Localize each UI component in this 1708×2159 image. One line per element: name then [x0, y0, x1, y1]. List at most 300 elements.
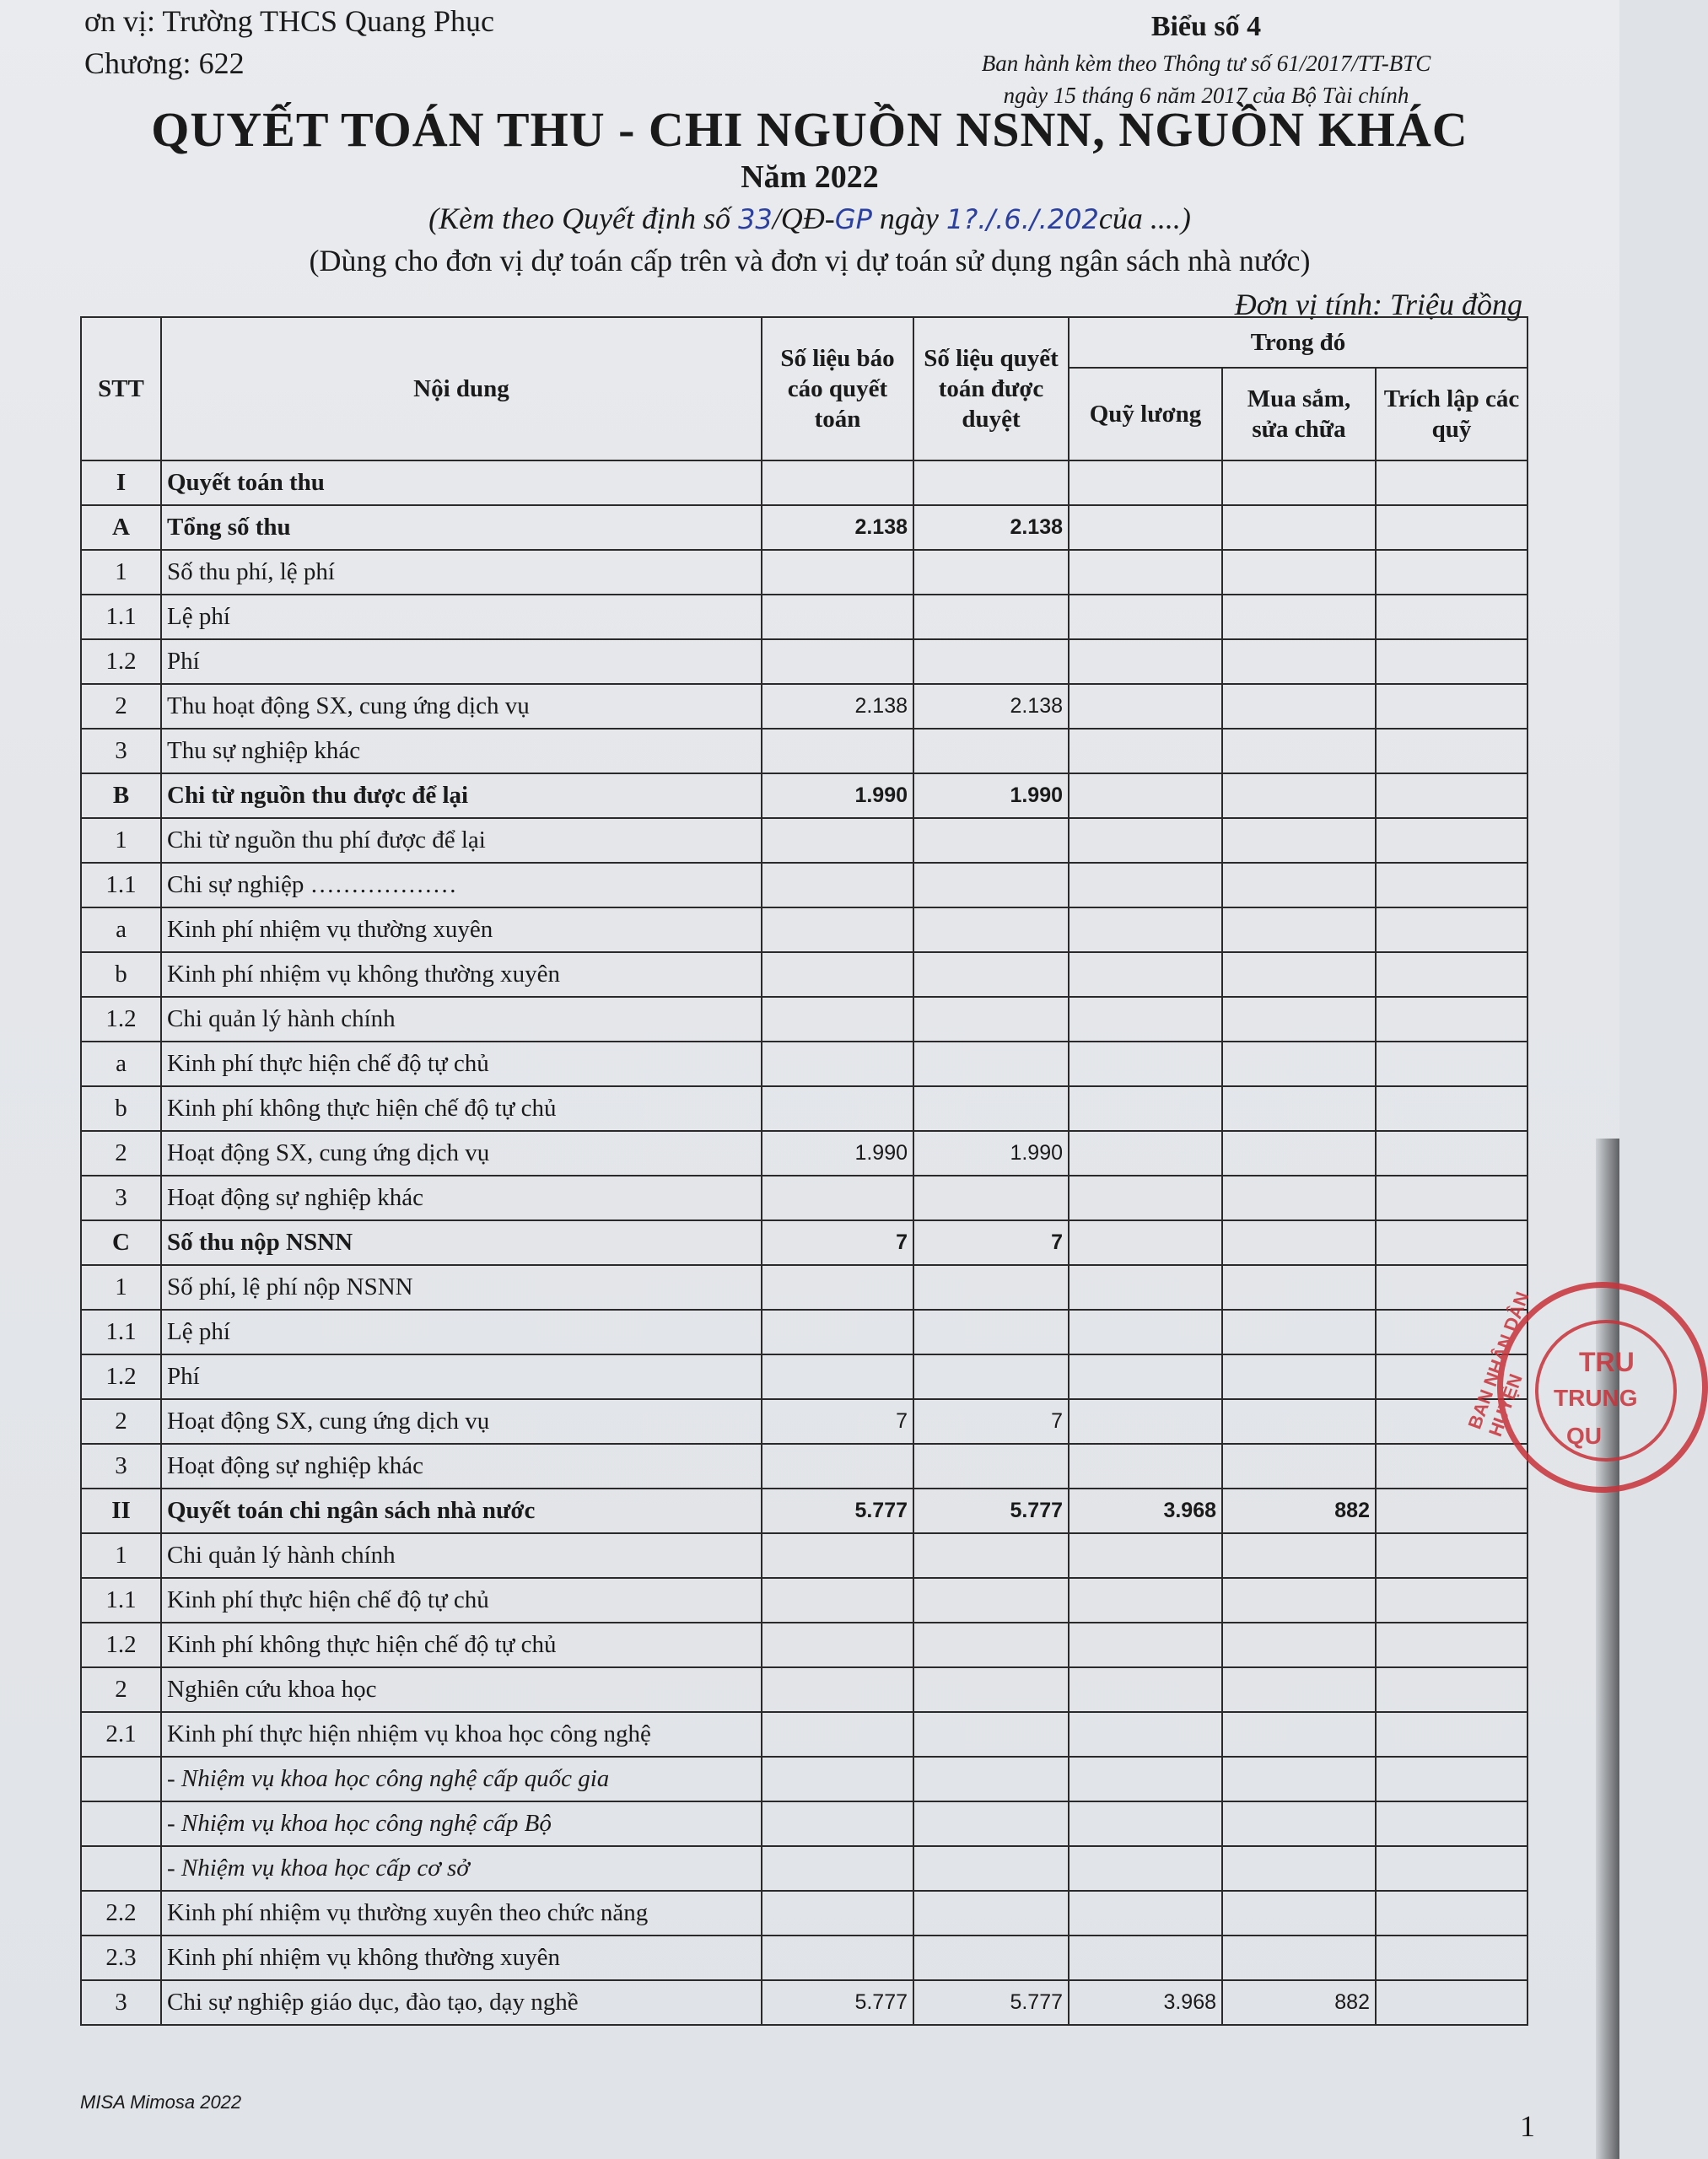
cell-stt: 3	[81, 1980, 161, 2025]
table-row	[81, 1489, 1528, 1533]
cell-reported: 5.777	[762, 1489, 913, 1533]
cell-salary	[1069, 907, 1222, 952]
cell-purchase	[1222, 1936, 1376, 1980]
cell-content: Phí	[161, 639, 762, 684]
cell-purchase	[1222, 639, 1376, 684]
cell-salary	[1069, 1891, 1222, 1936]
cell-purchase	[1222, 1444, 1376, 1489]
cell-salary	[1069, 595, 1222, 639]
unit-header	[84, 0, 494, 84]
cell-stt: b	[81, 952, 161, 997]
cell-funds	[1376, 1131, 1528, 1176]
cell-reported	[762, 1176, 913, 1220]
cell-reported	[762, 1667, 913, 1712]
cell-stt: C	[81, 1220, 161, 1265]
cell-content: Thu sự nghiệp khác	[161, 729, 762, 773]
table-row	[81, 1399, 1528, 1444]
cell-funds	[1376, 907, 1528, 952]
cell-approved: 7	[913, 1399, 1069, 1444]
cell-salary	[1069, 684, 1222, 729]
table-row	[81, 952, 1528, 997]
cell-content: Hoạt động SX, cung ứng dịch vụ	[161, 1131, 762, 1176]
table-row	[81, 1891, 1528, 1936]
cell-approved	[913, 1354, 1069, 1399]
cell-approved	[913, 907, 1069, 952]
header-reported: Số liệu báo cáo quyết toán	[762, 317, 913, 460]
cell-content: Kinh phí thực hiện chế độ tự chủ	[161, 1042, 762, 1086]
cell-content: Chi sự nghiệp ………………	[161, 863, 762, 907]
cell-content: Số thu nộp NSNN	[161, 1220, 762, 1265]
cell-reported: 7	[762, 1399, 913, 1444]
cell-purchase	[1222, 505, 1376, 550]
page-number: 1	[1520, 2109, 1535, 2143]
cell-stt: 1	[81, 818, 161, 863]
cell-content: Tổng số thu	[161, 505, 762, 550]
cell-salary	[1069, 1086, 1222, 1131]
table-row	[81, 1176, 1528, 1220]
table-row	[81, 1667, 1528, 1712]
cell-salary	[1069, 1667, 1222, 1712]
cell-reported	[762, 1936, 913, 1980]
cell-stt: a	[81, 1042, 161, 1086]
cell-salary	[1069, 1757, 1222, 1801]
cell-stt: 1.1	[81, 1578, 161, 1623]
cell-purchase	[1222, 1086, 1376, 1131]
handwritten-decision-number: 33	[738, 203, 773, 235]
cell-approved: 2.138	[913, 505, 1069, 550]
cell-purchase	[1222, 1667, 1376, 1712]
cell-purchase	[1222, 1042, 1376, 1086]
cell-stt: 3	[81, 1444, 161, 1489]
cell-content: Kinh phí không thực hiện chế độ tự chủ	[161, 1623, 762, 1667]
cell-approved	[913, 1176, 1069, 1220]
cell-funds	[1376, 1980, 1528, 2025]
form-number: Biểu số 4	[1150, 11, 1262, 42]
cell-content: Lệ phí	[161, 1310, 762, 1354]
cell-approved: 1.990	[913, 1131, 1069, 1176]
cell-salary	[1069, 1801, 1222, 1846]
cell-reported	[762, 639, 913, 684]
cell-stt: 2.1	[81, 1712, 161, 1757]
cell-content: Chi quản lý hành chính	[161, 1533, 762, 1578]
cell-purchase	[1222, 1712, 1376, 1757]
cell-approved	[913, 1265, 1069, 1310]
cell-stt: 1	[81, 550, 161, 595]
cell-reported	[762, 550, 913, 595]
cell-content: Kinh phí không thực hiện chế độ tự chủ	[161, 1086, 762, 1131]
cell-content: Hoạt động SX, cung ứng dịch vụ	[161, 1399, 762, 1444]
cell-purchase	[1222, 773, 1376, 818]
table-row	[81, 1801, 1528, 1846]
cell-reported	[762, 1533, 913, 1578]
cell-approved	[913, 1578, 1069, 1623]
cell-salary	[1069, 729, 1222, 773]
cell-purchase	[1222, 863, 1376, 907]
cell-funds	[1376, 1489, 1528, 1533]
cell-content: Hoạt động sự nghiệp khác	[161, 1444, 762, 1489]
cell-salary	[1069, 1578, 1222, 1623]
cell-funds	[1376, 1846, 1528, 1891]
form-header	[911, 7, 1501, 111]
cell-salary	[1069, 1220, 1222, 1265]
cell-approved	[913, 1623, 1069, 1667]
cell-funds	[1376, 1936, 1528, 1980]
table-row	[81, 1533, 1528, 1578]
cell-purchase	[1222, 1846, 1376, 1891]
table-row	[81, 1623, 1528, 1667]
cell-approved	[913, 818, 1069, 863]
cell-stt: 2	[81, 1131, 161, 1176]
cell-funds	[1376, 952, 1528, 997]
cell-approved	[913, 863, 1069, 907]
cell-reported: 5.777	[762, 1980, 913, 2025]
cell-salary	[1069, 505, 1222, 550]
header-approved: Số liệu quyết toán được duyệt	[913, 317, 1069, 460]
cell-approved	[913, 952, 1069, 997]
cell-purchase	[1222, 729, 1376, 773]
cell-purchase	[1222, 952, 1376, 997]
header-of-which: Trong đó	[1069, 317, 1528, 368]
cell-reported	[762, 595, 913, 639]
cell-reported	[762, 1042, 913, 1086]
cell-salary: 3.968	[1069, 1489, 1222, 1533]
cell-reported	[762, 1891, 913, 1936]
cell-funds	[1376, 1444, 1528, 1489]
document-year: Năm 2022	[741, 159, 879, 195]
circular-line-2: ngày 15 tháng 6 năm 2017 của Bộ Tài chính	[1003, 83, 1409, 108]
cell-salary	[1069, 1846, 1222, 1891]
cell-purchase	[1222, 907, 1376, 952]
cell-purchase: 882	[1222, 1489, 1376, 1533]
cell-purchase: 882	[1222, 1980, 1376, 2025]
table-row	[81, 997, 1528, 1042]
cell-reported: 2.138	[762, 684, 913, 729]
cell-content: Thu hoạt động SX, cung ứng dịch vụ	[161, 684, 762, 729]
cell-purchase	[1222, 595, 1376, 639]
cell-salary	[1069, 1623, 1222, 1667]
cell-approved: 7	[913, 1220, 1069, 1265]
table-row	[81, 1578, 1528, 1623]
table-row	[81, 1444, 1528, 1489]
cell-stt: B	[81, 773, 161, 818]
cell-purchase	[1222, 1131, 1376, 1176]
unit-note: Đơn vị tính: Triệu đồng	[1234, 288, 1522, 321]
cell-content: Kinh phí thực hiện nhiệm vụ khoa học công nghệ	[161, 1712, 762, 1757]
cell-funds	[1376, 1623, 1528, 1667]
cell-content: Chi từ nguồn thu phí được để lại	[161, 818, 762, 863]
cell-purchase	[1222, 997, 1376, 1042]
cell-stt: 3	[81, 729, 161, 773]
cell-funds	[1376, 1220, 1528, 1265]
cell-purchase	[1222, 460, 1376, 505]
cell-content: Quyết toán thu	[161, 460, 762, 505]
cell-reported	[762, 729, 913, 773]
cell-salary	[1069, 1176, 1222, 1220]
document-title: QUYẾT TOÁN THU - CHI NGUỒN NSNN, NGUỒN KHÁC	[151, 102, 1468, 157]
cell-funds	[1376, 639, 1528, 684]
cell-salary	[1069, 1131, 1222, 1176]
cell-approved: 2.138	[913, 684, 1069, 729]
header-funds: Trích lập các quỹ	[1376, 368, 1528, 460]
cell-funds	[1376, 1578, 1528, 1623]
cell-funds	[1376, 1757, 1528, 1801]
cell-reported	[762, 818, 913, 863]
cell-approved: 5.777	[913, 1980, 1069, 2025]
software-footer: MISA Mimosa 2022	[80, 2092, 242, 2113]
cell-purchase	[1222, 1623, 1376, 1667]
cell-approved	[913, 1846, 1069, 1891]
table-body	[81, 460, 1528, 2025]
cell-reported: 1.990	[762, 773, 913, 818]
table-row	[81, 550, 1528, 595]
cell-purchase	[1222, 1533, 1376, 1578]
cell-funds	[1376, 818, 1528, 863]
cell-salary	[1069, 1265, 1222, 1310]
cell-content: Chi từ nguồn thu được để lại	[161, 773, 762, 818]
cell-reported	[762, 997, 913, 1042]
cell-salary	[1069, 1310, 1222, 1354]
header-stt: STT	[81, 317, 161, 460]
cell-reported	[762, 1354, 913, 1399]
cell-content: Kinh phí nhiệm vụ không thường xuyên	[161, 952, 762, 997]
cell-purchase	[1222, 1578, 1376, 1623]
cell-reported	[762, 1846, 913, 1891]
cell-reported	[762, 863, 913, 907]
cell-salary	[1069, 639, 1222, 684]
cell-approved	[913, 1533, 1069, 1578]
decision-text-3: ngày	[871, 202, 946, 235]
cell-salary	[1069, 863, 1222, 907]
handwritten-date: 1?./.6./.202	[946, 203, 1099, 235]
cell-stt	[81, 1757, 161, 1801]
table-row	[81, 818, 1528, 863]
cell-approved	[913, 460, 1069, 505]
cell-purchase	[1222, 818, 1376, 863]
cell-salary	[1069, 1354, 1222, 1399]
cell-salary	[1069, 997, 1222, 1042]
cell-approved	[913, 1042, 1069, 1086]
cell-salary	[1069, 1936, 1222, 1980]
cell-stt: 1	[81, 1265, 161, 1310]
cell-purchase	[1222, 1176, 1376, 1220]
cell-reported	[762, 1444, 913, 1489]
cell-purchase	[1222, 550, 1376, 595]
cell-stt: I	[81, 460, 161, 505]
cell-reported	[762, 907, 913, 952]
table-row	[81, 595, 1528, 639]
decision-text-4: của ....)	[1098, 202, 1191, 235]
cell-content: Kinh phí nhiệm vụ thường xuyên	[161, 907, 762, 952]
decision-reference	[0, 201, 1619, 236]
table-row	[81, 1846, 1528, 1891]
cell-content: Quyết toán chi ngân sách nhà nước	[161, 1489, 762, 1533]
cell-reported	[762, 1265, 913, 1310]
cell-reported: 1.990	[762, 1131, 913, 1176]
cell-stt	[81, 1846, 161, 1891]
cell-stt: 1.1	[81, 863, 161, 907]
cell-purchase	[1222, 684, 1376, 729]
cell-stt: 1.1	[81, 1310, 161, 1354]
cell-salary	[1069, 460, 1222, 505]
cell-approved	[913, 1936, 1069, 1980]
cell-funds	[1376, 863, 1528, 907]
cell-stt: 2.3	[81, 1936, 161, 1980]
cell-purchase	[1222, 1399, 1376, 1444]
cell-approved	[913, 1712, 1069, 1757]
cell-salary: 3.968	[1069, 1980, 1222, 2025]
cell-reported	[762, 1757, 913, 1801]
cell-stt: 1.2	[81, 1354, 161, 1399]
cell-content: Kinh phí nhiệm vụ thường xuyên theo chức năng	[161, 1891, 762, 1936]
cell-content: - Nhiệm vụ khoa học công nghệ cấp quốc gia	[161, 1757, 762, 1801]
cell-purchase	[1222, 1220, 1376, 1265]
table-row	[81, 1265, 1528, 1310]
cell-reported	[762, 1086, 913, 1131]
cell-stt: b	[81, 1086, 161, 1131]
table-row	[81, 1042, 1528, 1086]
seal-text-3: QU	[1566, 1423, 1602, 1449]
cell-stt: 3	[81, 1176, 161, 1220]
handwritten-organization: GP	[834, 203, 872, 235]
table-row	[81, 1354, 1528, 1399]
cell-salary	[1069, 1712, 1222, 1757]
cell-content: Phí	[161, 1354, 762, 1399]
table-row	[81, 907, 1528, 952]
cell-funds	[1376, 1086, 1528, 1131]
cell-reported	[762, 1310, 913, 1354]
cell-stt: 2	[81, 1667, 161, 1712]
seal-text-1: TRU	[1579, 1347, 1635, 1377]
cell-approved	[913, 1801, 1069, 1846]
cell-content: Số thu phí, lệ phí	[161, 550, 762, 595]
cell-funds	[1376, 460, 1528, 505]
decision-text-1: (Kèm theo Quyết định số	[428, 202, 739, 235]
cell-purchase	[1222, 1801, 1376, 1846]
settlement-table	[80, 316, 1528, 2026]
seal-text-2: TRUNG	[1554, 1385, 1638, 1411]
cell-approved	[913, 550, 1069, 595]
table-row	[81, 729, 1528, 773]
cell-purchase	[1222, 1757, 1376, 1801]
cell-funds	[1376, 505, 1528, 550]
table-row	[81, 684, 1528, 729]
cell-approved	[913, 729, 1069, 773]
cell-approved	[913, 1444, 1069, 1489]
chapter-code: Chương: 622	[84, 46, 245, 80]
cell-reported	[762, 1712, 913, 1757]
cell-salary	[1069, 818, 1222, 863]
cell-funds	[1376, 1042, 1528, 1086]
seal-ring-text: BAN NHÂN DÂN HUYỆN	[1463, 1289, 1533, 1440]
cell-approved	[913, 1667, 1069, 1712]
cell-salary	[1069, 1533, 1222, 1578]
cell-salary	[1069, 1444, 1222, 1489]
decision-text-2: /QĐ-	[772, 202, 835, 235]
header-salary: Quỹ lương	[1069, 368, 1222, 460]
cell-approved	[913, 595, 1069, 639]
table-row	[81, 1980, 1528, 2025]
cell-stt: 1.2	[81, 997, 161, 1042]
cell-salary	[1069, 1042, 1222, 1086]
table-row	[81, 773, 1528, 818]
cell-content: Lệ phí	[161, 595, 762, 639]
cell-stt: II	[81, 1489, 161, 1533]
cell-reported	[762, 460, 913, 505]
cell-funds	[1376, 1265, 1528, 1310]
cell-stt: 1.1	[81, 595, 161, 639]
header-content: Nội dung	[161, 317, 762, 460]
cell-stt: a	[81, 907, 161, 952]
cell-purchase	[1222, 1891, 1376, 1936]
table-row	[81, 1131, 1528, 1176]
table-row	[81, 1936, 1528, 1980]
cell-purchase	[1222, 1310, 1376, 1354]
cell-stt: A	[81, 505, 161, 550]
cell-funds	[1376, 1533, 1528, 1578]
cell-funds	[1376, 1712, 1528, 1757]
table-row	[81, 1712, 1528, 1757]
table-row	[81, 863, 1528, 907]
cell-stt: 2	[81, 1399, 161, 1444]
cell-reported	[762, 1578, 913, 1623]
cell-funds	[1376, 997, 1528, 1042]
cell-approved	[913, 1310, 1069, 1354]
cell-salary	[1069, 773, 1222, 818]
cell-purchase	[1222, 1265, 1376, 1310]
table-row	[81, 1220, 1528, 1265]
table-row	[81, 1310, 1528, 1354]
cell-funds	[1376, 773, 1528, 818]
cell-funds	[1376, 595, 1528, 639]
table-row	[81, 1086, 1528, 1131]
cell-content: Chi sự nghiệp giáo dục, đào tạo, dạy nghề	[161, 1980, 762, 2025]
usage-note: (Dùng cho đơn vị dự toán cấp trên và đơn vị dự toán sử dụng ngân sách nhà nước)	[309, 244, 1311, 277]
cell-content: Nghiên cứu khoa học	[161, 1667, 762, 1712]
cell-purchase	[1222, 1354, 1376, 1399]
table-row	[81, 460, 1528, 505]
cell-funds	[1376, 729, 1528, 773]
cell-content: Chi quản lý hành chính	[161, 997, 762, 1042]
cell-reported	[762, 952, 913, 997]
cell-stt: 1.2	[81, 639, 161, 684]
cell-salary	[1069, 550, 1222, 595]
cell-approved	[913, 639, 1069, 684]
cell-approved	[913, 1086, 1069, 1131]
cell-funds	[1376, 1176, 1528, 1220]
cell-stt: 1	[81, 1533, 161, 1578]
cell-stt	[81, 1801, 161, 1846]
cell-funds	[1376, 1891, 1528, 1936]
cell-approved: 5.777	[913, 1489, 1069, 1533]
cell-reported: 7	[762, 1220, 913, 1265]
cell-reported	[762, 1623, 913, 1667]
cell-reported: 2.138	[762, 505, 913, 550]
cell-stt: 2.2	[81, 1891, 161, 1936]
cell-content: Kinh phí thực hiện chế độ tự chủ	[161, 1578, 762, 1623]
cell-content: - Nhiệm vụ khoa học công nghệ cấp Bộ	[161, 1801, 762, 1846]
cell-salary	[1069, 1399, 1222, 1444]
cell-approved	[913, 997, 1069, 1042]
unit-name: ơn vị: Trường THCS Quang Phục	[84, 4, 494, 38]
header-purchase: Mua sắm, sửa chữa	[1222, 368, 1376, 460]
cell-reported	[762, 1801, 913, 1846]
circular-line-1: Ban hành kèm theo Thông tư số 61/2017/TT-BTC	[981, 51, 1431, 76]
cell-funds	[1376, 1667, 1528, 1712]
cell-funds	[1376, 1801, 1528, 1846]
cell-content: - Nhiệm vụ khoa học cấp cơ sở	[161, 1846, 762, 1891]
cell-approved	[913, 1891, 1069, 1936]
cell-content: Kinh phí nhiệm vụ không thường xuyên	[161, 1936, 762, 1980]
